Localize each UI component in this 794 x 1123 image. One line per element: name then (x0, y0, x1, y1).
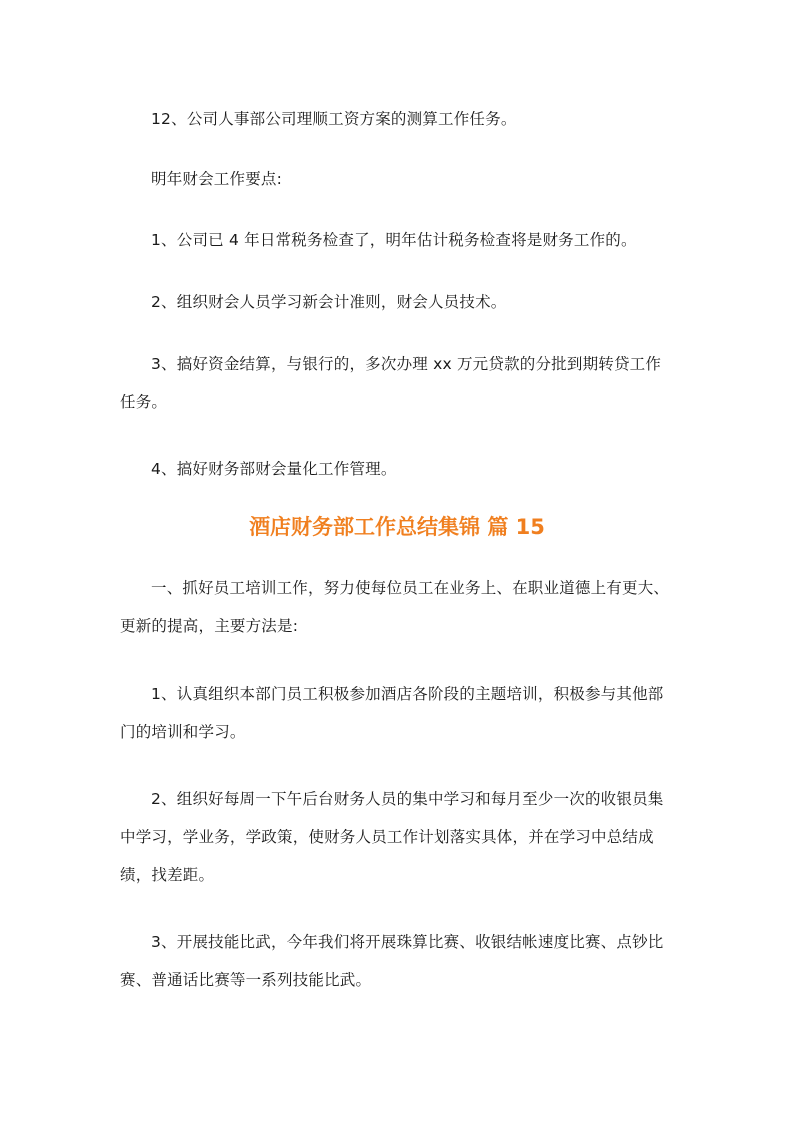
paragraph-training-2: 2、组织好每周一下午后台财务人员的集中学习和每月至少一次的收银员集中学习，学业务，学政策，使财务人员工作计划落实具体，并在学习中总结成绩，找差距。 (120, 790, 664, 884)
paragraph-training-3: 3、开展技能比武，今年我们将开展珠算比赛、收银结帐速度比赛、点钞比赛、普通话比赛等一系列技能比武。 (120, 933, 664, 989)
paragraph-point-3: 3、搞好资金结算，与银行的，多次办理 xx 万元贷款的分批到期转贷工作任务。 (120, 355, 662, 411)
paragraph-training-intro: 一、抓好员工培训工作，努力使每位员工在业务上、在职业道德上有更大、更新的提高，主要方法是: (120, 579, 670, 635)
paragraph-training-1: 1、认真组织本部门员工积极参加酒店各阶段的主题培训，积极参与其他部门的培训和学习。 (120, 685, 664, 741)
paragraph-item-12: 12、公司人事部公司理顺工资方案的测算工作任务。 (151, 110, 517, 128)
paragraph-point-4: 4、搞好财务部财会量化工作管理。 (151, 460, 397, 478)
paragraph-key-points-label: 明年财会工作要点: (151, 170, 283, 188)
section-heading: 酒店财务部工作总结集锦 篇 15 (249, 515, 545, 539)
paragraph-point-1: 1、公司已 4 年日常税务检查了，明年估计税务检查将是财务工作的。 (151, 231, 637, 249)
paragraph-point-2: 2、组织财会人员学习新会计准则，财会人员技术。 (151, 293, 507, 311)
